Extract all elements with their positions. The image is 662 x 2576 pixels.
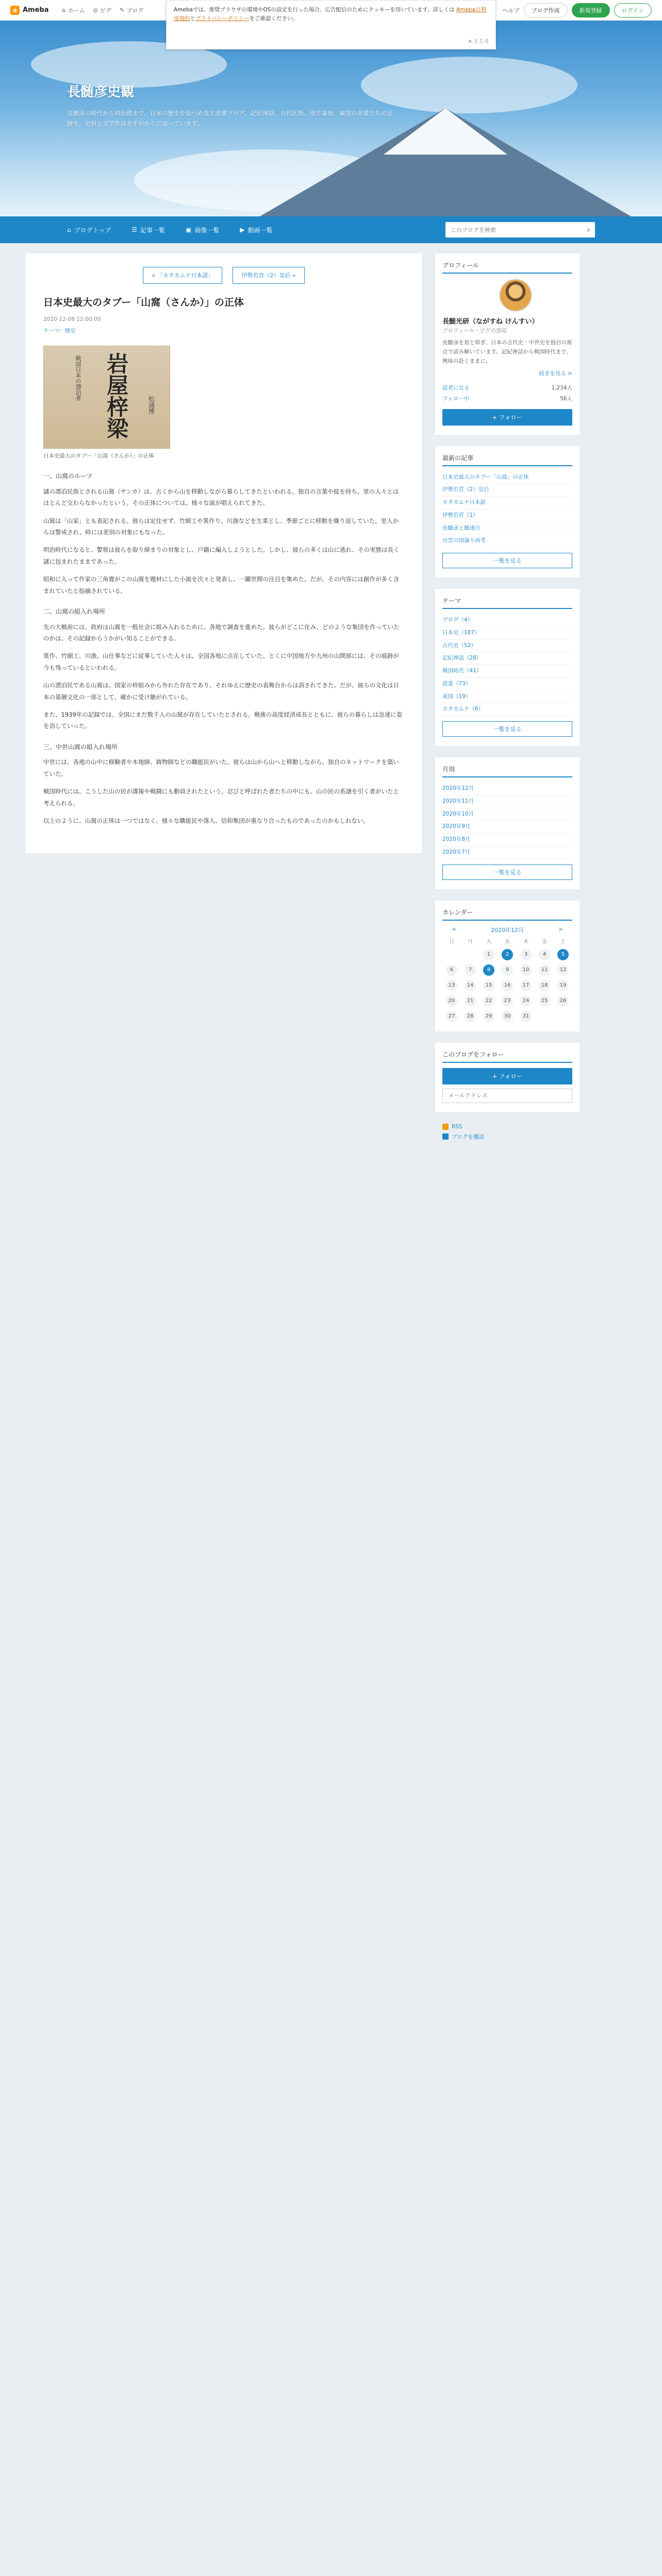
calendar-month: 2020年12月 (491, 926, 524, 934)
follow-blog-button[interactable]: + フォロー (442, 1068, 572, 1084)
ameba-logo[interactable]: a Ameba (10, 6, 49, 15)
calendar-day: 9 (502, 964, 513, 976)
calendar-weekday: 木 (523, 939, 528, 945)
book-author: 松浦博 (147, 395, 155, 414)
nav-entry-list[interactable]: ☰ 記事一覧 (131, 226, 166, 234)
calendar-weekday: 金 (542, 939, 547, 945)
archive-link[interactable]: 2020年10月 (442, 808, 572, 821)
prev-entry-link[interactable]: « 「カタカムナ日本語」 (143, 267, 222, 284)
calendar-day: 22 (483, 995, 494, 1007)
create-blog-button[interactable]: ブログ作成 (524, 3, 568, 18)
archive-list-button[interactable]: 一覧を見る (442, 865, 572, 880)
paragraph: また、1939年の記録では、全国にまだ数千人の山窩が存在していたとされる。戦後の高度経済成長とともに、彼らの暮らしは急速に姿を消していった。 (43, 711, 403, 730)
calendar-day: 25 (539, 995, 550, 1007)
subscribe-link[interactable]: ブログを購読 (442, 1133, 580, 1141)
calendar-day: 31 (520, 1011, 532, 1022)
calendar-day[interactable]: 8 (483, 964, 494, 976)
mountain-snow-decor (384, 108, 507, 155)
calendar-weekday: 日 (449, 939, 454, 945)
stat-following[interactable]: フォロー中 56人 (442, 395, 572, 402)
rss-link[interactable]: RSS (442, 1124, 580, 1130)
calendar-weekday: 火 (486, 939, 491, 945)
entry-body (43, 470, 404, 826)
recent-entry-link[interactable]: 出雲の国譲り再考 (442, 535, 572, 548)
archive-link[interactable]: 2020年12月 (442, 783, 572, 795)
calendar-day: 29 (483, 1011, 494, 1022)
calendar-day[interactable]: 5 (557, 949, 569, 960)
calendar-day: 4 (539, 949, 550, 960)
widget-title: 最新の記事 (442, 453, 572, 466)
recent-entry-link[interactable]: 日本史最大のタブー「山窩」の正体 (442, 471, 572, 484)
calendar-blank (461, 949, 479, 960)
profile-more-link[interactable]: 続きを見る > (539, 370, 572, 377)
theme-link[interactable]: 戦国時代（41） (442, 665, 572, 678)
widget-title: プロフィール (442, 261, 572, 274)
blog-header (0, 21, 662, 216)
profile-name[interactable]: 長髄光研（ながすね けんすい） (442, 318, 539, 326)
notice-close-button[interactable]: × とじる (468, 39, 489, 44)
calendar-day: 17 (520, 980, 532, 991)
calendar-day: 10 (520, 964, 532, 976)
theme-link[interactable]: ブログ（4） (442, 614, 572, 627)
cookie-notice: Amebaでは、推奨ブラウザの環境やOSの設定を行った場合、広告配信のためにクッキーを用いています。詳しくは Amebaの利用規約とプライバシーポリシーをご確認ください。 × とじる (166, 0, 496, 49)
terms-link[interactable]: Amebaの利用規約 (174, 7, 486, 22)
recent-entry-link[interactable]: カタカムナ日本語 (442, 497, 572, 510)
calendar-day: 27 (446, 1011, 457, 1022)
book-title: 岩屋梓梁 (104, 352, 129, 439)
next-entry-link[interactable]: 伊勢若宮（2）皇后 » (233, 267, 304, 284)
calendar-day: 14 (465, 980, 476, 991)
cloud-decor (361, 57, 577, 113)
help-link[interactable]: ヘルプ (502, 7, 520, 14)
themes-widget (435, 589, 580, 746)
calendar-day: 30 (502, 1011, 513, 1022)
stat-readers[interactable]: 読者になる 1,234人 (442, 384, 572, 391)
section-heading: 三、中世山窩の組入れ場所 (43, 743, 118, 751)
archive-link[interactable]: 2020年8月 (442, 834, 572, 846)
nav-image-list[interactable]: ▣ 画像一覧 (186, 226, 220, 234)
calendar-day: 11 (539, 964, 550, 976)
paragraph: 中世には、各地の山中に修験者や木地師、鋳物師などの職能民がいた。彼らは山から山へと移動しながら、独自のネットワークを築いていた。 (43, 758, 399, 777)
entry-date: 2020-12-08 12:00:00 (43, 316, 101, 323)
follow-button[interactable]: + フォロー (442, 409, 572, 426)
privacy-link[interactable]: プライバシーポリシー (195, 15, 250, 22)
widget-title: カレンダー (442, 908, 572, 921)
calendar-widget (435, 901, 580, 1031)
calendar-day: 7 (465, 964, 476, 976)
calendar-blank (442, 949, 461, 960)
image-caption: 日本史最大のタブー「山窩（さんか）」の正体 (43, 452, 154, 459)
register-button[interactable]: 新規登録 (572, 3, 610, 18)
paragraph: 先の大戦前には、政府は山窩を一般社会に組み入れるために、各地で調査を進めた。彼らがどこに住み、どのような集団を作っていたのかは、その記録からうかがい知ることができる。 (43, 623, 400, 642)
recent-entries-widget (435, 446, 580, 578)
section-heading: 一、山窩のルーツ (43, 472, 93, 480)
calendar-day: 28 (465, 1011, 476, 1022)
profile-description: 長髄彦を祖と仰ぎ、日本の古代史・中世史を独自の視点で読み解いています。記紀神話から戦国時代まで、興味の赴くままに。 (442, 340, 572, 364)
calendar-weekday: 月 (468, 939, 473, 945)
sidebar (435, 253, 580, 1144)
top-nav-blog[interactable]: ✎ ブログ (120, 7, 144, 14)
recent-entry-link[interactable]: 長髄彦と饒速日 (442, 522, 572, 535)
list-icon: ☰ (131, 226, 138, 233)
calendar-day: 18 (539, 980, 550, 991)
calendar-next-button[interactable]: > (558, 925, 563, 933)
paragraph: 明治時代になると、警察は彼らを取り締まりの対象とし、戸籍に編入しようとした。しかし、彼らの多くは山に逃れ、その実態は長く謎に包まれたままであった。 (43, 546, 400, 565)
follow-widget (435, 1043, 580, 1112)
calendar-day[interactable]: 2 (502, 949, 513, 960)
widget-title: テーマ (442, 596, 572, 609)
widget-title: このブログをフォロー (442, 1050, 572, 1063)
blog-search (445, 222, 595, 238)
archive-widget (435, 757, 580, 889)
email-field[interactable] (447, 1092, 568, 1099)
book-subtitle: 戦国日本の漂泊者 (75, 355, 81, 401)
theme-link[interactable]: 読書（73） (442, 678, 572, 691)
rss-icon (442, 1124, 449, 1130)
entry-title[interactable]: 日本史最大のタブー「山窩（さんか）」の正体 (43, 297, 244, 309)
nav-blog-top[interactable]: ⌂ ブログトップ (67, 226, 111, 234)
calendar-day: 21 (465, 995, 476, 1007)
calendar-day: 16 (502, 980, 513, 991)
entry-theme[interactable]: テーマ：歴史 (43, 328, 76, 334)
paragraph: 以上のように、山窩の正体は一つではなく、様々な職能民や落人、信仰集団が重なり合ったものであったのかもしれない。 (43, 817, 370, 824)
theme-link[interactable]: 東国（19） (442, 691, 572, 704)
calendar-day: 19 (557, 980, 569, 991)
calendar-day: 15 (483, 980, 494, 991)
email-field-wrap (442, 1089, 572, 1103)
paragraph: 山の漂泊民である山窩は、国家の枠組みから外れた存在であり、それゆえに歴史の表舞台からは消されてきた。だが、彼らの文化は日本の基層文化の一部として、確かに受け継がれている。 (43, 682, 399, 701)
paragraph: 山窩は「山家」とも表記される。彼らは定住せず、竹細工や箕作り、川漁などを生業とし、季節ごとに移動を繰り返していた。里人からは警戒され、時には差別の対象にもなった。 (43, 517, 399, 536)
paragraph: 戦国時代には、こうした山の民が諜報や戦闘にも動員されたという。忍びと呼ばれた者たちの中にも、山の民の系譜を引く者がいたと考えられる。 (43, 788, 399, 807)
ameba-logo-icon: a (10, 6, 20, 15)
nav-video-list[interactable]: ▶ 動画一覧 (240, 226, 273, 234)
blog-title[interactable]: 長髄彦史観 (67, 84, 135, 100)
article (26, 253, 422, 853)
entry-pager (43, 267, 404, 284)
top-nav-home[interactable]: ⌂ ホーム (62, 7, 85, 14)
paragraph: 箕作、竹細工、川漁、山仕事などに従事していた人々は、全国各地に点在していた。とくに中国地方や九州の山間部には、その痕跡が今も残っているといわれる。 (43, 652, 399, 671)
calendar-day: 3 (520, 949, 532, 960)
recent-entry-link[interactable]: 伊勢若宮（1） (442, 510, 572, 522)
calendar-header (442, 926, 572, 934)
calendar-weekday: 土 (560, 939, 566, 945)
calendar-day: 6 (446, 964, 457, 976)
paragraph: 昭和に入って作家の三角寛がこの山窩を題材にした小説を次々と発表し、一躍世間の注目を集めた。だが、その内容には創作が多く含まれていたと指摘されている。 (43, 575, 399, 595)
archive-link[interactable]: 2020年9月 (442, 821, 572, 834)
calendar-day: 20 (446, 995, 457, 1007)
blog-search-input[interactable] (450, 226, 587, 234)
blog-description: 長髄彦の時代から明治期まで、日本の歴史を見つめ直す読書ブログ。記紀神話、古代氏族、地方豪族、東国の英雄たちの足跡を、史料と文学作品を手がかりに辿っています。 (67, 110, 393, 128)
theme-link[interactable]: カタカムナ（6） (442, 703, 572, 716)
home-icon: ⌂ (67, 226, 71, 233)
theme-link[interactable]: 古代史（52） (442, 640, 572, 653)
top-nav-pigg[interactable]: ◎ ピグ (93, 7, 112, 14)
book-cover-image[interactable] (43, 346, 170, 449)
recent-entry-link[interactable]: 伊勢若宮（2）皇后 (442, 484, 572, 497)
paragraph: 謎の漂泊民族とされる山窩（サンカ）は、古くから山を移動しながら暮らしてきたといわれる。独自の言葉や掟を持ち、里の人々とはほとんど交わらなかったという。その正体については、様々な説が唱えられてきた。 (43, 487, 399, 507)
calendar-day: 12 (557, 964, 569, 976)
video-icon: ▶ (240, 226, 245, 233)
calendar-prev-button[interactable]: < (452, 925, 457, 933)
widget-title: 月別 (442, 765, 572, 777)
theme-link[interactable]: 日本史（187） (442, 627, 572, 640)
calendar-day: 1 (483, 949, 494, 960)
archive-link[interactable]: 2020年11月 (442, 795, 572, 808)
calendar-day: 24 (520, 995, 532, 1007)
calendar-grid (442, 937, 572, 1022)
image-icon: ▣ (186, 226, 192, 233)
calendar-day: 26 (557, 995, 569, 1007)
profile-widget (435, 253, 580, 435)
login-button[interactable]: ログイン (614, 3, 652, 18)
subscribe-icon (442, 1133, 449, 1140)
calendar-weekday: 水 (505, 939, 510, 945)
blog-nav (0, 216, 662, 243)
recent-list-button[interactable]: 一覧を見る (442, 553, 572, 568)
themes-list-button[interactable]: 一覧を見る (442, 721, 572, 737)
search-icon[interactable]: ⌕ (587, 226, 591, 234)
theme-link[interactable]: 記紀神話（28） (442, 652, 572, 665)
top-nav (62, 6, 144, 14)
section-heading: 二、山窩の組入れ場所 (43, 608, 106, 616)
profile-links[interactable]: プロフィール・ピグの部屋 (442, 328, 507, 334)
archive-link[interactable]: 2020年7月 (442, 846, 572, 859)
calendar-day: 13 (446, 980, 457, 991)
avatar[interactable] (499, 279, 532, 312)
calendar-day: 23 (502, 995, 513, 1007)
